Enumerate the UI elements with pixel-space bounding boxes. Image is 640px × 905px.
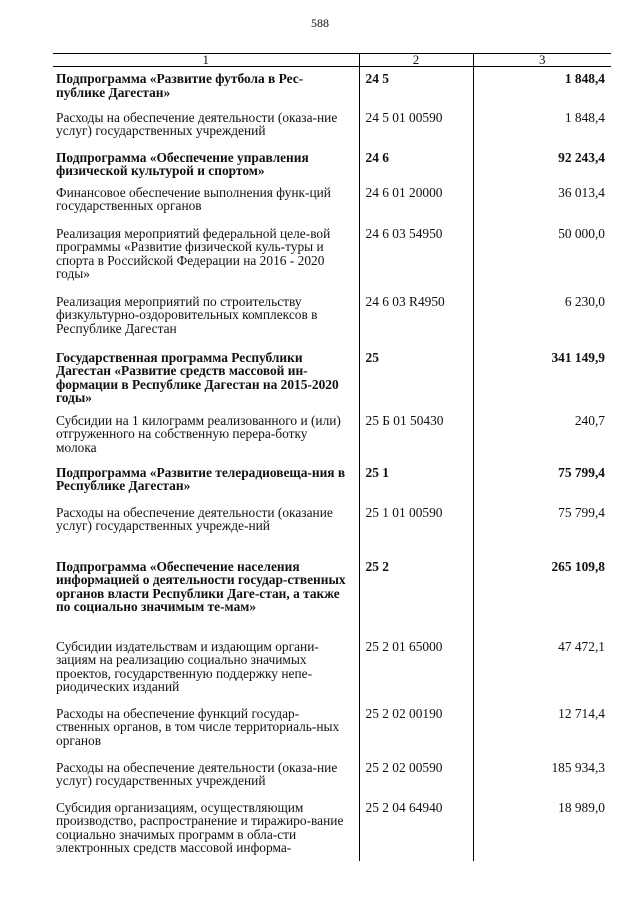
row-name: Подпрограмма «Обеспечение управления физической культурой и спортом» xyxy=(56,149,309,178)
row-name: Финансовое обеспечение выполнения функ-ций государственных органов xyxy=(56,184,331,213)
row-code: 25 2 01 65000 xyxy=(359,635,473,702)
row-amount: 36 013,4 xyxy=(473,181,611,222)
row-code: 24 6 03 R4950 xyxy=(359,290,473,346)
row-amount: 12 714,4 xyxy=(473,702,611,756)
row-amount: 18 989,0 xyxy=(473,796,611,861)
row-code: 25 2 02 00190 xyxy=(359,702,473,756)
row-code: 24 5 xyxy=(359,67,473,106)
budget-table xyxy=(53,53,611,861)
row-amount: 47 472,1 xyxy=(473,635,611,702)
table-row xyxy=(53,555,611,635)
row-name: Государственная программа Республики Дагестан «Развитие средств массовой ин-формации в Республике Дагестан на 2015-2020 годы» xyxy=(56,349,339,405)
table-row xyxy=(53,146,611,181)
row-amount: 6 230,0 xyxy=(473,290,611,346)
row-amount: 75 799,4 xyxy=(473,501,611,555)
row-amount: 265 109,8 xyxy=(473,555,611,635)
column-header-2: 2 xyxy=(359,54,473,67)
row-amount: 75 799,4 xyxy=(473,461,611,501)
table-row xyxy=(53,796,611,861)
row-code: 24 6 01 20000 xyxy=(359,181,473,222)
row-code: 25 2 04 64940 xyxy=(359,796,473,861)
row-code: 25 1 01 00590 xyxy=(359,501,473,555)
row-code: 25 2 02 00590 xyxy=(359,756,473,796)
row-amount: 185 934,3 xyxy=(473,756,611,796)
column-header-3: 3 xyxy=(473,54,611,67)
row-name: Реализация мероприятий по строительству физкультурно-оздоровительных комплексов в Республике Дагестан xyxy=(56,293,318,336)
table-row xyxy=(53,461,611,501)
row-name: Расходы на обеспечение деятельности (оказание услуг) государственных учрежде-ний xyxy=(56,504,333,533)
row-amount: 1 848,4 xyxy=(473,67,611,106)
table-row xyxy=(53,346,611,409)
row-name: Расходы на обеспечение функций государ-ственных органов, в том числе территориаль-ных органов xyxy=(56,705,340,748)
row-amount: 1 848,4 xyxy=(473,106,611,146)
row-name: Субсидии издательствам и издающим органи-зациям на реализацию социально значимых проектов, государственную поддержку непе-риодических изданий xyxy=(56,638,319,694)
page-number: 588 xyxy=(311,16,329,30)
row-code: 25 2 xyxy=(359,555,473,635)
table-row xyxy=(53,290,611,346)
row-name: Подпрограмма «Развитие футбола в Рес-публике Дагестан» xyxy=(56,71,304,100)
row-name: Подпрограмма «Обеспечение населения информацией о деятельности государ-ственных органов власти Республики Даге-стан, а также по социально значимым те-мам» xyxy=(56,558,346,614)
row-amount: 240,7 xyxy=(473,409,611,461)
row-name: Реализация мероприятий федеральной целе-вой программы «Развитие физической куль-туры и спорта в Российской Федерации на 2016 - 2020 годы» xyxy=(56,225,331,281)
table-row xyxy=(53,756,611,796)
row-code: 25 xyxy=(359,346,473,409)
row-name: Расходы на обеспечение деятельности (оказа-ние услуг) государственных учреждений xyxy=(56,759,338,788)
row-name: Субсидия организациям, осуществляющим производство, распространение и тиражиро-вание социально значимых программ в обла-сти электронных средств массовой информа- xyxy=(56,799,344,855)
table-row xyxy=(53,409,611,461)
table-row xyxy=(53,106,611,146)
row-amount: 341 149,9 xyxy=(473,346,611,409)
table-row xyxy=(53,702,611,756)
row-name: Расходы на обеспечение деятельности (оказа-ние услуг) государственных учреждений xyxy=(56,109,338,138)
row-code: 24 6 xyxy=(359,146,473,181)
row-code: 24 5 01 00590 xyxy=(359,106,473,146)
table-row xyxy=(53,501,611,555)
row-amount: 92 243,4 xyxy=(473,146,611,181)
header-row xyxy=(53,54,611,67)
table-row xyxy=(53,181,611,222)
column-header-1: 1 xyxy=(53,54,359,67)
row-name: Подпрограмма «Развитие телерадиовеща-ния в Республике Дагестан» xyxy=(56,464,346,493)
row-amount: 50 000,0 xyxy=(473,222,611,290)
row-code: 24 6 03 54950 xyxy=(359,222,473,290)
row-code: 25 1 xyxy=(359,461,473,501)
table-row xyxy=(53,635,611,702)
table-row xyxy=(53,222,611,290)
row-name: Субсидии на 1 килограмм реализованного и (или) отгруженного на собственную перера-ботку молока xyxy=(56,412,341,455)
row-code: 25 Б 01 50430 xyxy=(359,409,473,461)
table-row xyxy=(53,67,611,106)
